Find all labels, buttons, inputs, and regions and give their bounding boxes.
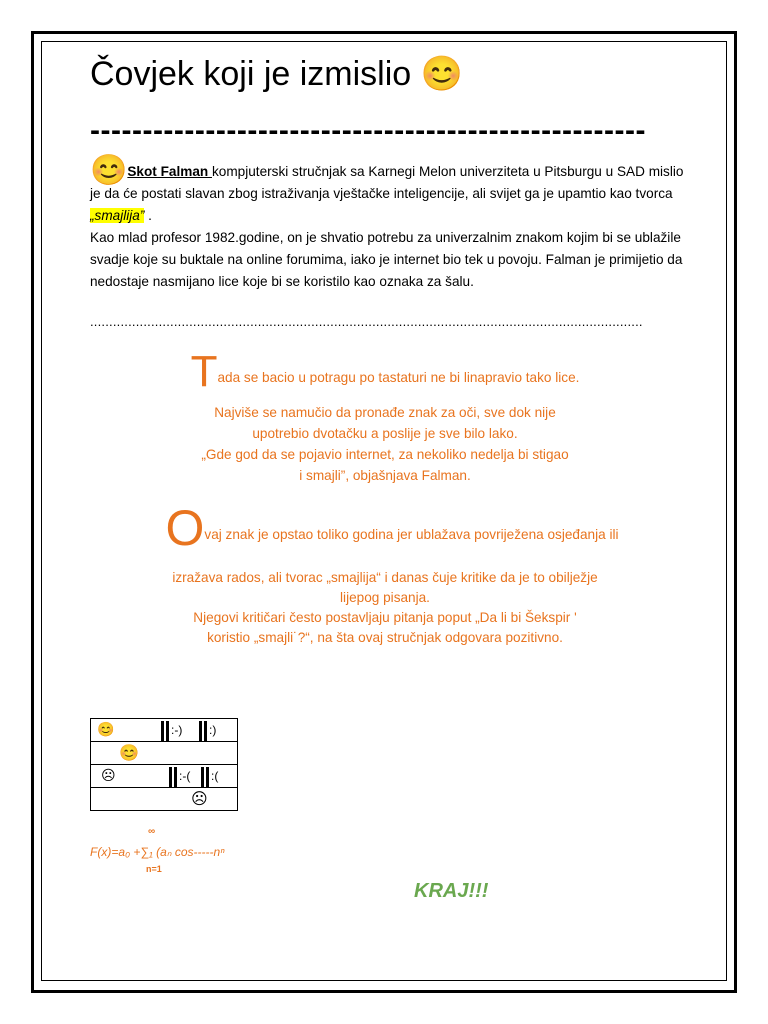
block2-line1: vaj znak je opstao toliko godina jer ublažava povriježena osjeđanja ili bbox=[204, 527, 619, 542]
smiley-icon: 😊 bbox=[119, 745, 139, 762]
table-row bbox=[91, 765, 238, 788]
smiley-icon: 😊 bbox=[97, 721, 115, 737]
orange-block-2-first bbox=[152, 500, 632, 556]
intro-line1: kompjuterski stručnjak sa Karnegi Melon univerziteta u Pitsburgu u SAD bbox=[211, 164, 645, 179]
orange-block-2 bbox=[160, 568, 610, 648]
intro-paragraph bbox=[90, 154, 690, 293]
smiley-icon: 😊 bbox=[90, 154, 128, 187]
dashed-divider: ----------------------------------------------------- bbox=[90, 114, 646, 147]
dropcap-t: T bbox=[190, 347, 218, 396]
table-row bbox=[91, 788, 238, 811]
dotted-divider: ................................................................................................................................................. bbox=[90, 314, 643, 329]
formula-lower-limit: n=1 bbox=[146, 864, 162, 874]
sad-face-icon: ☹ bbox=[191, 791, 208, 808]
intro-line2-end: . bbox=[144, 208, 152, 223]
table-row bbox=[91, 742, 238, 765]
formula-main: F(x)=a₀ +∑₁ (aₙ cos-----nⁿ bbox=[90, 845, 225, 859]
block1-line5: i smajli”, objašnjava Falman. bbox=[299, 468, 471, 483]
formula-upper-limit: ∞ bbox=[148, 826, 156, 837]
table-row bbox=[91, 719, 238, 742]
block1-line2: Najviše se namučio da pronađe znak za oči, sve dok nije bbox=[214, 405, 556, 420]
block2-line2: izražava rados, ali tvorac „smajlija“ i danas čuje kritike da je to obilježje bbox=[172, 570, 598, 585]
page-title: Čovjek koji je izmislio 😊 bbox=[90, 55, 463, 93]
block2-line3: lijepog pisanja. bbox=[340, 590, 430, 605]
emoticon-table bbox=[90, 718, 238, 811]
emoticon-code: :-) bbox=[171, 723, 183, 738]
block1-line1: ada se bacio u potragu po tastaturi ne bi linapravio tako lice. bbox=[217, 370, 580, 385]
block2-line5: koristio „smajli˙?“, na šta ovaj stručnjak odgovara pozitivno. bbox=[207, 630, 563, 645]
block2-line4: Njegovi kritičari često postavljaju pitanja poput „Da li bi Šekspir ' bbox=[193, 610, 577, 625]
emoticon-code: :) bbox=[209, 723, 217, 738]
orange-block-1 bbox=[160, 347, 610, 486]
dropcap-o: O bbox=[165, 500, 205, 556]
intro-para2: Kao mlad profesor 1982.godine, on je shvatio potrebu za univerzalnim znakom kojim bi se ublažile svadje koje su buktale na online forumima, iako je internet bio tek u povoju. Falman je primijetio da nedostaje nasmijano lice koje bi se koristilo kao oznaka za šalu. bbox=[90, 230, 683, 289]
kraj-text: KRAJ!!! bbox=[414, 880, 489, 902]
block1-line3: upotrebio dvotačku a poslije je sve bilo lako. bbox=[252, 426, 518, 441]
emoticon-code: :( bbox=[211, 769, 219, 784]
emoticon-code: :-( bbox=[179, 769, 191, 784]
sad-face-icon: ☹ bbox=[101, 767, 116, 783]
block1-line4: „Gde god da se pojavio internet, za nekoliko nedelja bi stigao bbox=[201, 447, 569, 462]
author-name: Skot Falman bbox=[127, 164, 212, 179]
highlighted-smajlija: „smajlija” bbox=[90, 208, 145, 223]
intro-line2: mislio je da će postati slavan zbog istraživanja vještačke inteligencije, ali svijet ga je upamtio kao tvorca bbox=[90, 164, 684, 201]
